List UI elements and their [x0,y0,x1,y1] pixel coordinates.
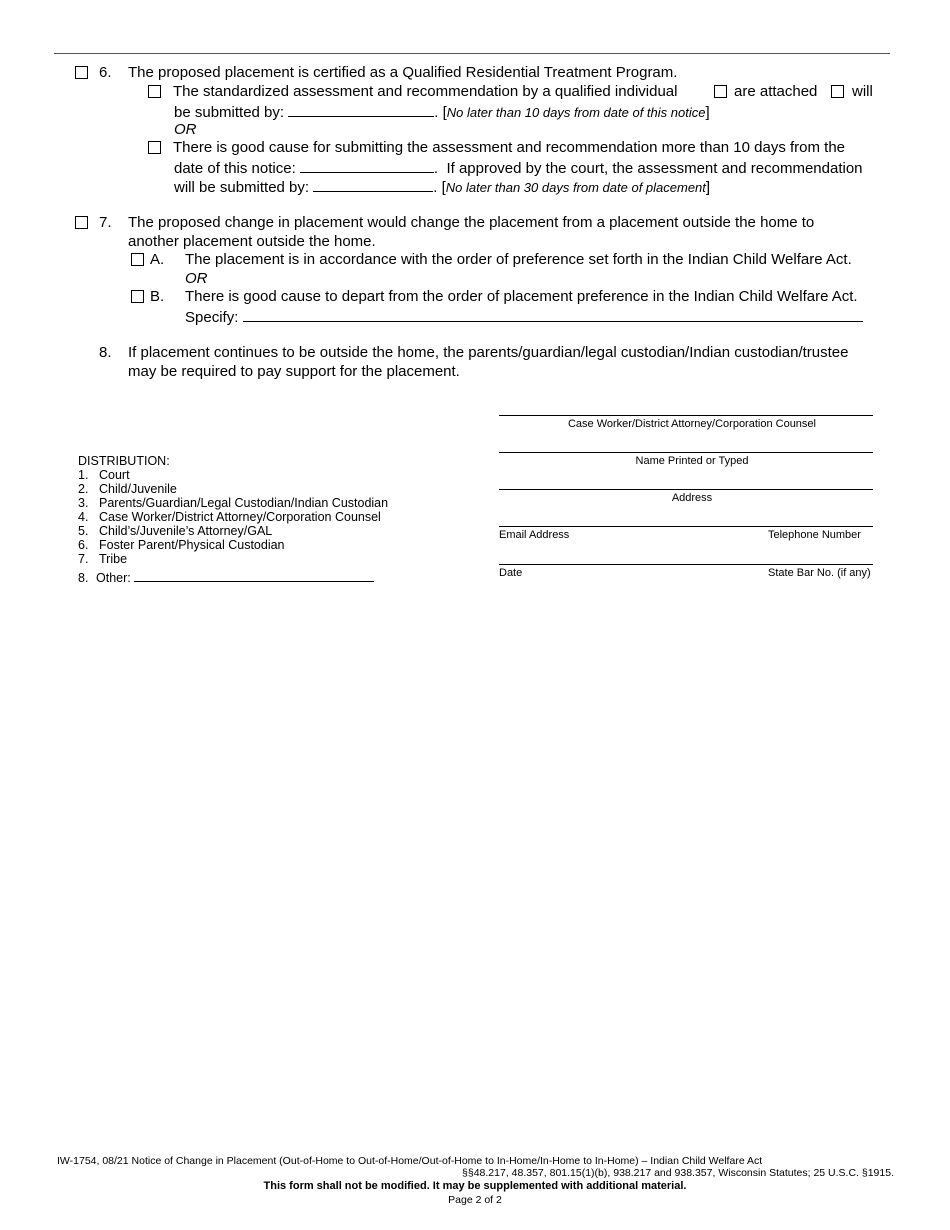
top-rule [54,53,890,54]
page-number: Page 2 of 2 [448,1194,502,1206]
signature-line[interactable] [499,415,873,416]
item7a-label: A. [150,251,165,268]
telephone-label: Telephone Number [768,529,861,541]
item7b-text: There is good cause to depart from the order of placement preference in the Indian Child Welfare Act. [185,288,858,305]
list-item: 7. Tribe [78,552,128,566]
other-label: Other: [96,571,131,585]
item8-text-line2: may be required to pay support for the placement. [128,363,460,380]
will-checkbox[interactable] [831,85,844,98]
list-item: 1. Court [78,468,130,482]
item7b-checkbox[interactable] [131,290,144,303]
good-cause-date-line: date of this notice: . If approved by the court, the assessment and recommendation [174,160,863,177]
list-item: 2. Child/Juvenile [78,482,177,496]
specify-label: Specify: [185,309,239,326]
item6-assessment-text: The standardized assessment and recommendation by a qualified individual [173,83,678,100]
list-item: 5. Child’s/Juvenile’s Attorney/GAL [78,524,273,538]
item7b-label: B. [150,288,165,305]
item6-or: OR [174,121,197,138]
are-attached-label: are attached [734,83,818,100]
item7a-text: The placement is in accordance with the order of preference set forth in the Indian Child Welfare Act. [185,251,852,268]
email-label: Email Address [499,529,570,541]
submitted-by-label: be submitted by: [174,104,285,121]
item6-checkbox[interactable] [75,66,88,79]
submitted-by-line: be submitted by: . [No later than 10 days from date of this notice] [174,104,710,121]
item7-number: 7. [99,214,112,231]
will-be-submitted-field[interactable] [313,177,433,192]
date-bar-line[interactable] [499,564,873,565]
item7-checkbox[interactable] [75,216,88,229]
item6-good-cause-checkbox[interactable] [148,141,161,154]
specify-line [185,307,863,327]
form-id-line: IW-1754, 08/21 Notice of Change in Placement (Out-of-Home to Out-of-Home/Out-of-Home to In-Home/In-Home to In-Home) – Indian Child Welfare Act [57,1155,763,1167]
other-field[interactable] [134,569,374,582]
distribution-title: DISTRIBUTION: [78,454,170,468]
list-item: 6. Foster Parent/Physical Custodian [78,538,285,552]
item8-number: 8. [99,344,112,361]
item6-number: 6. [99,64,112,81]
item6-good-cause-text: There is good cause for submitting the assessment and recommendation more than 10 days from the [173,139,846,156]
name-line[interactable] [499,452,873,453]
list-item: 4. Case Worker/District Attorney/Corporation Counsel [78,510,381,524]
distribution-other: 8. Other: [78,569,374,585]
deadline-note-30-days: No later than 30 days from date of placement [445,180,706,195]
item6-assessment-checkbox[interactable] [148,85,161,98]
address-line[interactable] [499,489,873,490]
date-label: Date [499,567,523,579]
statutes-line: §§48.217, 48.357, 801.15(1)(b), 938.217 and 938.357, Wisconsin Statutes; 25 U.S.C. §1915. [462,1167,894,1179]
notice-date-label: date of this notice: [174,160,296,177]
item7-text-line2: another placement outside the home. [128,233,376,250]
modification-notice: This form shall not be modified. It may be supplemented with additional material. [263,1180,687,1192]
item7-text-line1: The proposed change in placement would change the placement from a placement outside the home to [128,214,815,231]
role-label: Case Worker/District Attorney/Corporation Counsel [567,418,816,430]
are-attached-checkbox[interactable] [714,85,727,98]
notice-date-field[interactable] [300,158,434,173]
court-approval-text: If approved by the court, the assessment and recommendation [446,160,863,177]
name-printed-label: Name Printed or Typed [635,455,749,467]
item7-or: OR [185,270,208,287]
email-phone-line[interactable] [499,526,873,527]
good-cause-submit-line: will be submitted by: . [No later than 30 days from date of placement] [174,179,711,196]
specify-field[interactable] [243,307,863,322]
item6-text: The proposed placement is certified as a Qualified Residential Treatment Program. [128,64,678,81]
deadline-note-10-days: No later than 10 days from date of this notice [446,105,706,120]
submitted-by-field[interactable] [288,102,434,117]
state-bar-label: State Bar No. (if any) [768,567,871,579]
will-label: will [852,83,873,100]
will-be-submitted-label: will be submitted by: [174,179,310,196]
item7a-checkbox[interactable] [131,253,144,266]
list-item: 3. Parents/Guardian/Legal Custodian/Indian Custodian [78,496,389,510]
address-label: Address [671,492,713,504]
item8-text-line1: If placement continues to be outside the home, the parents/guardian/legal custodian/Indian custodian/trustee [128,344,849,361]
